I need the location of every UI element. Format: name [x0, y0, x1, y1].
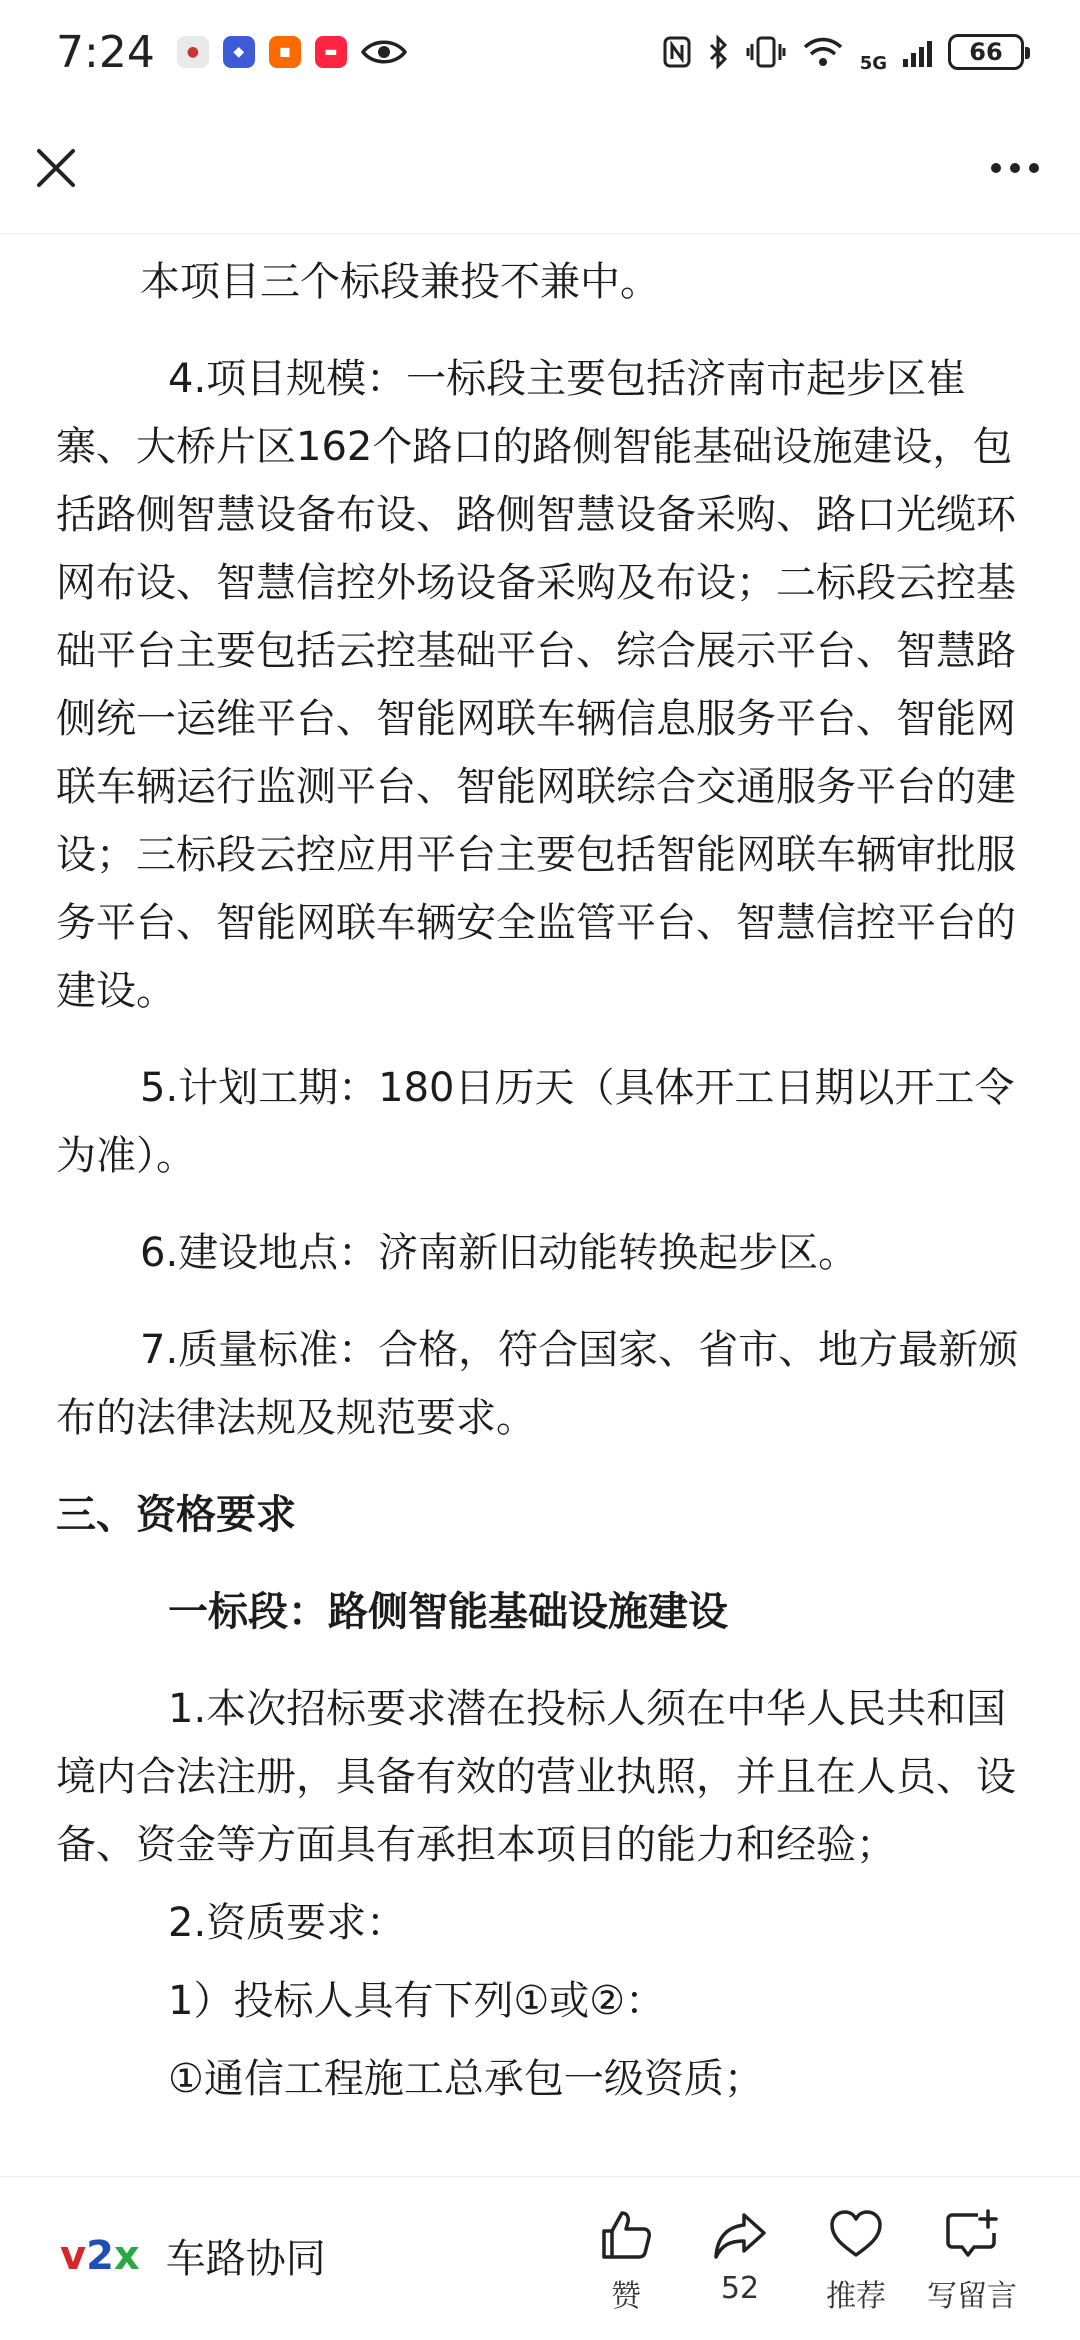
article-paragraph: 1）投标人具有下列①或②：: [168, 1978, 666, 2024]
battery-icon: [948, 34, 1024, 70]
article-paragraph: 6.建设地点：济南新旧动能转换起步区。: [140, 1230, 859, 1276]
article-paragraph: 本项目三个标段兼投不兼中。: [140, 259, 660, 305]
write-comment-button[interactable]: [912, 2207, 1032, 2315]
close-button[interactable]: [28, 140, 84, 196]
network-type: 5G: [859, 52, 887, 74]
account-logo: v2x: [60, 2232, 140, 2279]
article-paragraph: ①通信工程施工总承包一级资质；: [168, 2056, 764, 2102]
article-paragraph: 2.资质要求：: [168, 1900, 407, 1946]
more-dot-icon: [1029, 163, 1039, 173]
heart-icon: [828, 2207, 884, 2263]
nfc-icon: [662, 35, 692, 69]
system-indicators: [662, 31, 1024, 74]
top-app-bar: [0, 104, 1080, 234]
more-options-button[interactable]: [980, 140, 1050, 196]
wifi-icon: [802, 36, 844, 68]
share-button[interactable]: [680, 2207, 800, 2306]
status-bar: [0, 0, 1080, 104]
chat-app-icon: ●: [177, 36, 209, 68]
battery-level: 66: [969, 38, 1003, 66]
share-arrow-icon: [712, 2207, 768, 2263]
tieba-app-icon: ◆: [223, 36, 255, 68]
like-label: 赞: [611, 2279, 641, 2314]
status-time: 7:24: [56, 26, 155, 78]
bottom-action-bar: [0, 2176, 1080, 2340]
bluetooth-icon: [708, 35, 730, 69]
more-dot-icon: [991, 163, 1001, 173]
eye-icon: [361, 37, 407, 67]
subsection-heading: 一标段：路侧智能基础设施建设: [168, 1589, 728, 1635]
share-count: 52: [720, 2271, 760, 2306]
recommend-label: 推荐: [826, 2279, 886, 2314]
vibrate-icon: [746, 35, 786, 69]
article-paragraph: 5.计划工期：180日历天（具体开工日期以开工令为准）。: [56, 1065, 1015, 1179]
recommend-button[interactable]: [796, 2207, 916, 2315]
close-icon: [35, 147, 77, 189]
section-heading: 三、资格要求: [56, 1492, 296, 1538]
account-name: 车路协同: [165, 2236, 326, 2282]
comment-add-icon: [944, 2207, 1000, 2263]
article-paragraph: 4.项目规模：一标段主要包括济南市起步区崔寨、大桥片区162个路口的路侧智能基础设施建设，包括路侧智慧设备布设、路侧智慧设备采购、路口光缆环网布设、智慧信控外场设备采购及布设；二标段云控基础平台主要包括云控基础平台、综合展示平台、智慧路侧统一运维平台、智能网联车辆信息服务平台、智能网联车辆运行监测平台、智能网联综合交通服务平台的建设；三标段云控应用平台主要包括智能网联车辆审批服务平台、智能网联车辆安全监管平台、智慧信控平台的建设。: [56, 356, 1016, 1014]
signal-icon: [903, 37, 932, 67]
more-dot-icon: [1010, 163, 1020, 173]
taobao-app-icon: ◼: [269, 36, 301, 68]
xiaohongshu-app-icon: ▬: [315, 36, 347, 68]
account-info[interactable]: [60, 2227, 326, 2284]
write-comment-label: 写留言: [927, 2279, 1017, 2314]
notification-icons: [177, 36, 407, 68]
article-body: [56, 234, 1024, 2174]
thumbs-up-icon: [598, 2207, 654, 2263]
article-paragraph: 7.质量标准：合格，符合国家、省市、地方最新颁布的法律法规及规范要求。: [56, 1327, 1019, 1441]
article-paragraph: 1.本次招标要求潜在投标人须在中华人民共和国境内合法注册，具备有效的营业执照，并且在人员、设备、资金等方面具有承担本项目的能力和经验；: [56, 1686, 1016, 1868]
like-button[interactable]: [566, 2207, 686, 2315]
